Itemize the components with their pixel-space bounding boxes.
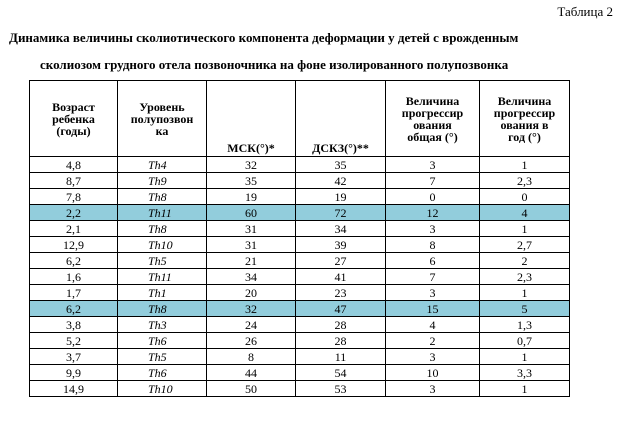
cell-msk: 19 <box>207 189 296 205</box>
cell-dsks: 11 <box>296 349 386 365</box>
cell-dsks: 39 <box>296 237 386 253</box>
table-row <box>30 269 570 285</box>
cell-age: 2,2 <box>30 205 118 221</box>
cell-dsks: 27 <box>296 253 386 269</box>
cell-progression-per-year: 1 <box>480 349 570 365</box>
cell-progression-total: 7 <box>386 269 480 285</box>
cell-progression-per-year: 2 <box>480 253 570 269</box>
cell-progression-per-year: 1 <box>480 221 570 237</box>
cell-msk: 50 <box>207 381 296 397</box>
cell-level: Th6 <box>118 365 207 381</box>
cell-dsks: 28 <box>296 317 386 333</box>
cell-dsks: 19 <box>296 189 386 205</box>
cell-msk: 35 <box>207 173 296 189</box>
table-row <box>30 189 570 205</box>
cell-msk: 34 <box>207 269 296 285</box>
cell-progression-total: 0 <box>386 189 480 205</box>
cell-level: Th10 <box>118 237 207 253</box>
table-row <box>30 253 570 269</box>
cell-progression-total: 12 <box>386 205 480 221</box>
cell-age: 12,9 <box>30 237 118 253</box>
cell-age: 2,1 <box>30 221 118 237</box>
cell-age: 3,8 <box>30 317 118 333</box>
table-row <box>30 157 570 173</box>
cell-progression-per-year: 2,7 <box>480 237 570 253</box>
cell-progression-per-year: 4 <box>480 205 570 221</box>
cell-msk: 32 <box>207 157 296 173</box>
cell-level: Th6 <box>118 333 207 349</box>
cell-dsks: 72 <box>296 205 386 221</box>
cell-msk: 24 <box>207 317 296 333</box>
cell-dsks: 35 <box>296 157 386 173</box>
cell-age: 4,8 <box>30 157 118 173</box>
table-row <box>30 285 570 301</box>
cell-msk: 31 <box>207 221 296 237</box>
cell-progression-total: 3 <box>386 349 480 365</box>
cell-age: 7,8 <box>30 189 118 205</box>
cell-level: Th5 <box>118 349 207 365</box>
data-table <box>29 80 570 397</box>
cell-msk: 20 <box>207 285 296 301</box>
table-caption-line1: Динамика величины сколиотического компонента деформации у детей с врожденным <box>9 30 519 45</box>
table-row <box>30 317 570 333</box>
table-row <box>30 333 570 349</box>
cell-progression-per-year: 0 <box>480 189 570 205</box>
cell-msk: 21 <box>207 253 296 269</box>
cell-progression-total: 3 <box>386 221 480 237</box>
cell-progression-total: 7 <box>386 173 480 189</box>
cell-level: Th11 <box>118 269 207 285</box>
cell-age: 8,7 <box>30 173 118 189</box>
cell-progression-total: 3 <box>386 157 480 173</box>
cell-progression-per-year: 1 <box>480 157 570 173</box>
header-level: Уровень полупозвон ка <box>118 81 207 157</box>
cell-progression-total: 8 <box>386 237 480 253</box>
table-row <box>30 365 570 381</box>
cell-level: Th8 <box>118 189 207 205</box>
cell-age: 5,2 <box>30 333 118 349</box>
cell-progression-total: 4 <box>386 317 480 333</box>
table-row <box>30 221 570 237</box>
header-age: Возраст ребенка (годы) <box>30 81 118 157</box>
cell-progression-total: 3 <box>386 285 480 301</box>
cell-level: Th8 <box>118 301 207 317</box>
cell-age: 9,9 <box>30 365 118 381</box>
cell-dsks: 42 <box>296 173 386 189</box>
cell-level: Th9 <box>118 173 207 189</box>
header-progression-per-year: Величина прогрессир ования в год (°) <box>480 81 570 157</box>
cell-level: Th1 <box>118 285 207 301</box>
table-row-highlighted <box>30 205 570 221</box>
cell-level: Th4 <box>118 157 207 173</box>
cell-progression-total: 10 <box>386 365 480 381</box>
cell-msk: 31 <box>207 237 296 253</box>
cell-progression-total: 6 <box>386 253 480 269</box>
cell-progression-total: 3 <box>386 381 480 397</box>
header-msk: МСК(°)* <box>207 81 296 157</box>
table-row <box>30 173 570 189</box>
cell-level: Th10 <box>118 381 207 397</box>
table-caption-line2: сколиозом грудного отела позвоночника на фоне изолированного полупозвонка <box>40 57 509 72</box>
cell-age: 14,9 <box>30 381 118 397</box>
cell-age: 6,2 <box>30 301 118 317</box>
cell-level: Th5 <box>118 253 207 269</box>
cell-progression-per-year: 2,3 <box>480 269 570 285</box>
cell-msk: 32 <box>207 301 296 317</box>
cell-progression-per-year: 5 <box>480 301 570 317</box>
cell-age: 6,2 <box>30 253 118 269</box>
header-progression-total: Величина прогрессир ования общая (°) <box>386 81 480 157</box>
cell-level: Th8 <box>118 221 207 237</box>
cell-progression-total: 15 <box>386 301 480 317</box>
cell-progression-per-year: 2,3 <box>480 173 570 189</box>
cell-dsks: 53 <box>296 381 386 397</box>
table-row <box>30 381 570 397</box>
cell-age: 3,7 <box>30 349 118 365</box>
cell-dsks: 28 <box>296 333 386 349</box>
cell-dsks: 47 <box>296 301 386 317</box>
cell-msk: 44 <box>207 365 296 381</box>
cell-age: 1,7 <box>30 285 118 301</box>
cell-progression-per-year: 0,7 <box>480 333 570 349</box>
cell-msk: 8 <box>207 349 296 365</box>
cell-msk: 26 <box>207 333 296 349</box>
cell-age: 1,6 <box>30 269 118 285</box>
cell-dsks: 34 <box>296 221 386 237</box>
header-dsks: ДСКЗ(°)** <box>296 81 386 157</box>
cell-dsks: 41 <box>296 269 386 285</box>
table-row-highlighted <box>30 301 570 317</box>
table-row <box>30 237 570 253</box>
cell-msk: 60 <box>207 205 296 221</box>
table-row <box>30 349 570 365</box>
cell-progression-total: 2 <box>386 333 480 349</box>
cell-progression-per-year: 1 <box>480 381 570 397</box>
cell-progression-per-year: 1 <box>480 285 570 301</box>
cell-level: Th11 <box>118 205 207 221</box>
cell-dsks: 23 <box>296 285 386 301</box>
cell-progression-per-year: 3,3 <box>480 365 570 381</box>
cell-level: Th3 <box>118 317 207 333</box>
header-row <box>30 81 570 157</box>
table-number: Таблица 2 <box>557 4 613 19</box>
cell-progression-per-year: 1,3 <box>480 317 570 333</box>
cell-dsks: 54 <box>296 365 386 381</box>
